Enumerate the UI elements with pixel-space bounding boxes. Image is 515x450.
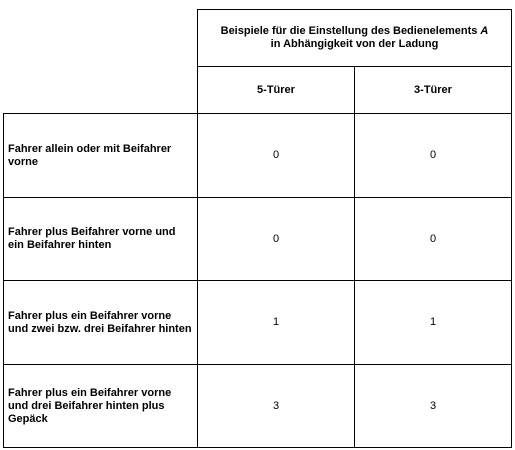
table-row xyxy=(4,114,512,198)
table-row xyxy=(4,365,512,448)
empty-corner-cell xyxy=(4,10,198,114)
value-cell-5-door: 0 xyxy=(198,198,355,281)
value-cell-5-door: 0 xyxy=(198,114,355,198)
value-cell-3-door: 1 xyxy=(355,281,512,365)
table-row xyxy=(4,198,512,281)
value-cell-3-door: 0 xyxy=(355,114,512,198)
value-cell-5-door: 3 xyxy=(198,365,355,448)
table-title-prefix: Beispiele für die Einstellung des Bedienelements xyxy=(220,25,481,37)
value-cell-3-door: 0 xyxy=(355,198,512,281)
table-row xyxy=(4,281,512,365)
value-cell-3-door: 3 xyxy=(355,365,512,448)
row-label: Fahrer plus Beifahrer vorne und ein Beifahrer hinten xyxy=(4,198,198,281)
header-row xyxy=(4,10,512,67)
load-setting-table-container xyxy=(3,9,514,447)
value-cell-5-door: 1 xyxy=(198,281,355,365)
row-label: Fahrer plus ein Beifahrer vorne und drei Beifahrer hinten plus Gepäck xyxy=(4,365,198,448)
table-title-line-2: in Abhängigkeit von der Ladung xyxy=(270,38,439,50)
table-title xyxy=(198,10,512,67)
table-title-line-1 xyxy=(198,25,511,38)
column-header-5-door: 5-Türer xyxy=(198,67,355,114)
column-header-3-door: 3-Türer xyxy=(355,67,512,114)
load-setting-table xyxy=(3,9,512,448)
row-label: Fahrer plus ein Beifahrer vorne und zwei bzw. drei Beifahrer hinten xyxy=(4,281,198,365)
row-label: Fahrer allein oder mit Beifahrer vorne xyxy=(4,114,198,198)
control-letter: A xyxy=(480,25,489,37)
